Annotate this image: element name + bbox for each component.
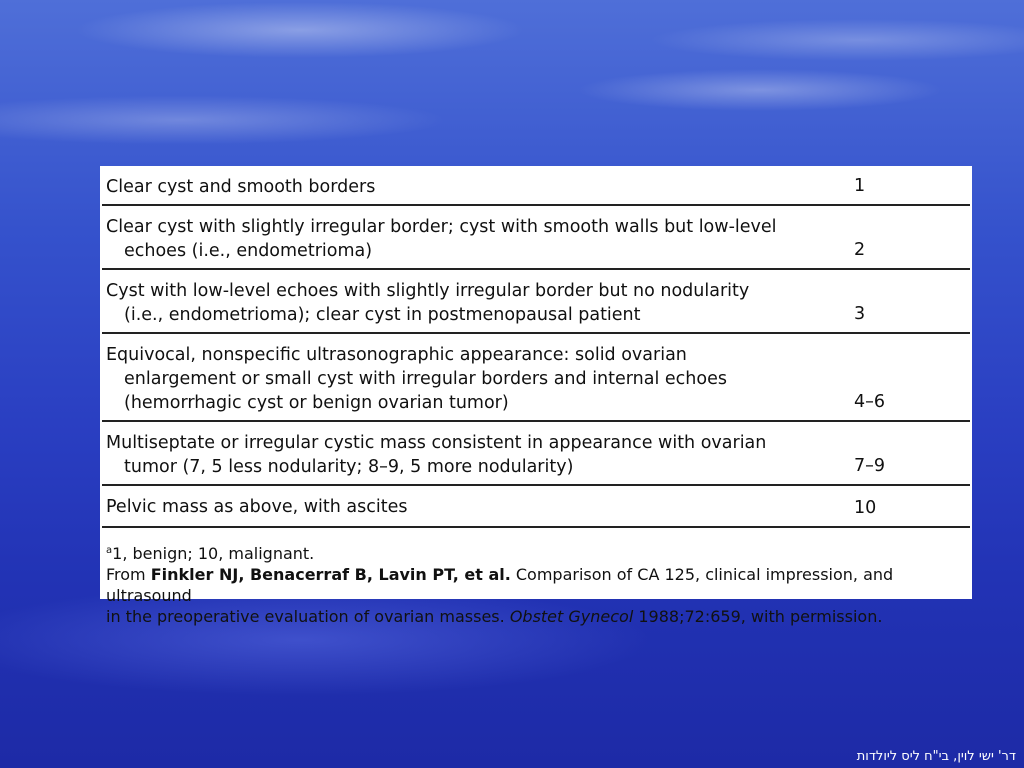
row-score: 2 [854,240,866,260]
table-row [102,486,970,528]
row-score: 1 [854,176,866,196]
row-description [106,270,836,327]
scoring-table [100,166,972,626]
table-row [102,334,970,422]
source-journal: Obstet Gynecol [509,607,634,626]
row-line: Cyst with low-level echoes with slightly irregular border but no nodularity [106,281,750,301]
row-description [106,486,836,519]
table-row [102,206,970,270]
row-description [106,334,836,415]
row-line: Pelvic mass as above, with ascites [106,497,408,517]
row-line: Multiseptate or irregular cystic mass consistent in appearance with ovarian [106,433,767,453]
row-description [106,166,836,199]
row-score: 10 [854,498,877,518]
row-score: 7–9 [854,456,886,476]
source-prefix: From [106,565,151,584]
footnote-text: 1, benign; 10, malignant. [112,544,315,563]
source-line-1 [106,564,970,606]
row-line: Clear cyst and smooth borders [106,177,376,197]
footnote [106,540,970,564]
source-title: Comparison of CA 125, clinical impression, and ultrasound [106,565,894,605]
slide-footer: דר' ישי לוין, בי"ח ליס ליולדות [856,749,1016,764]
row-line: enlargement or small cyst with irregular borders and internal echoes [124,369,727,389]
row-line: tumor (7, 5 less nodularity; 8–9, 5 more nodularity) [124,457,574,477]
row-score: 4–6 [854,392,886,412]
footnote-marker: a [106,545,113,556]
source-authors: Finkler NJ, Benacerraf B, Lavin PT, et al. [150,565,511,584]
table-row [102,166,970,206]
source-continuation: in the preoperative evaluation of ovarian masses. [106,607,510,626]
table-row [102,270,970,334]
row-line: (i.e., endometrioma); clear cyst in postmenopausal patient [124,305,641,325]
row-description [106,422,836,479]
row-line: Equivocal, nonspecific ultrasonographic appearance: solid ovarian [106,345,687,365]
row-line: echoes (i.e., endometrioma) [124,241,373,261]
row-line: (hemorrhagic cyst or benign ovarian tumor) [124,393,509,413]
row-description [106,206,836,263]
source-citation: 1988;72:659, with permission. [633,607,883,626]
source-line-2 [106,606,970,627]
table-row [102,422,970,486]
table-notes [106,528,970,627]
row-score: 3 [854,304,866,324]
row-line: Clear cyst with slightly irregular border; cyst with smooth walls but low-level [106,217,777,237]
